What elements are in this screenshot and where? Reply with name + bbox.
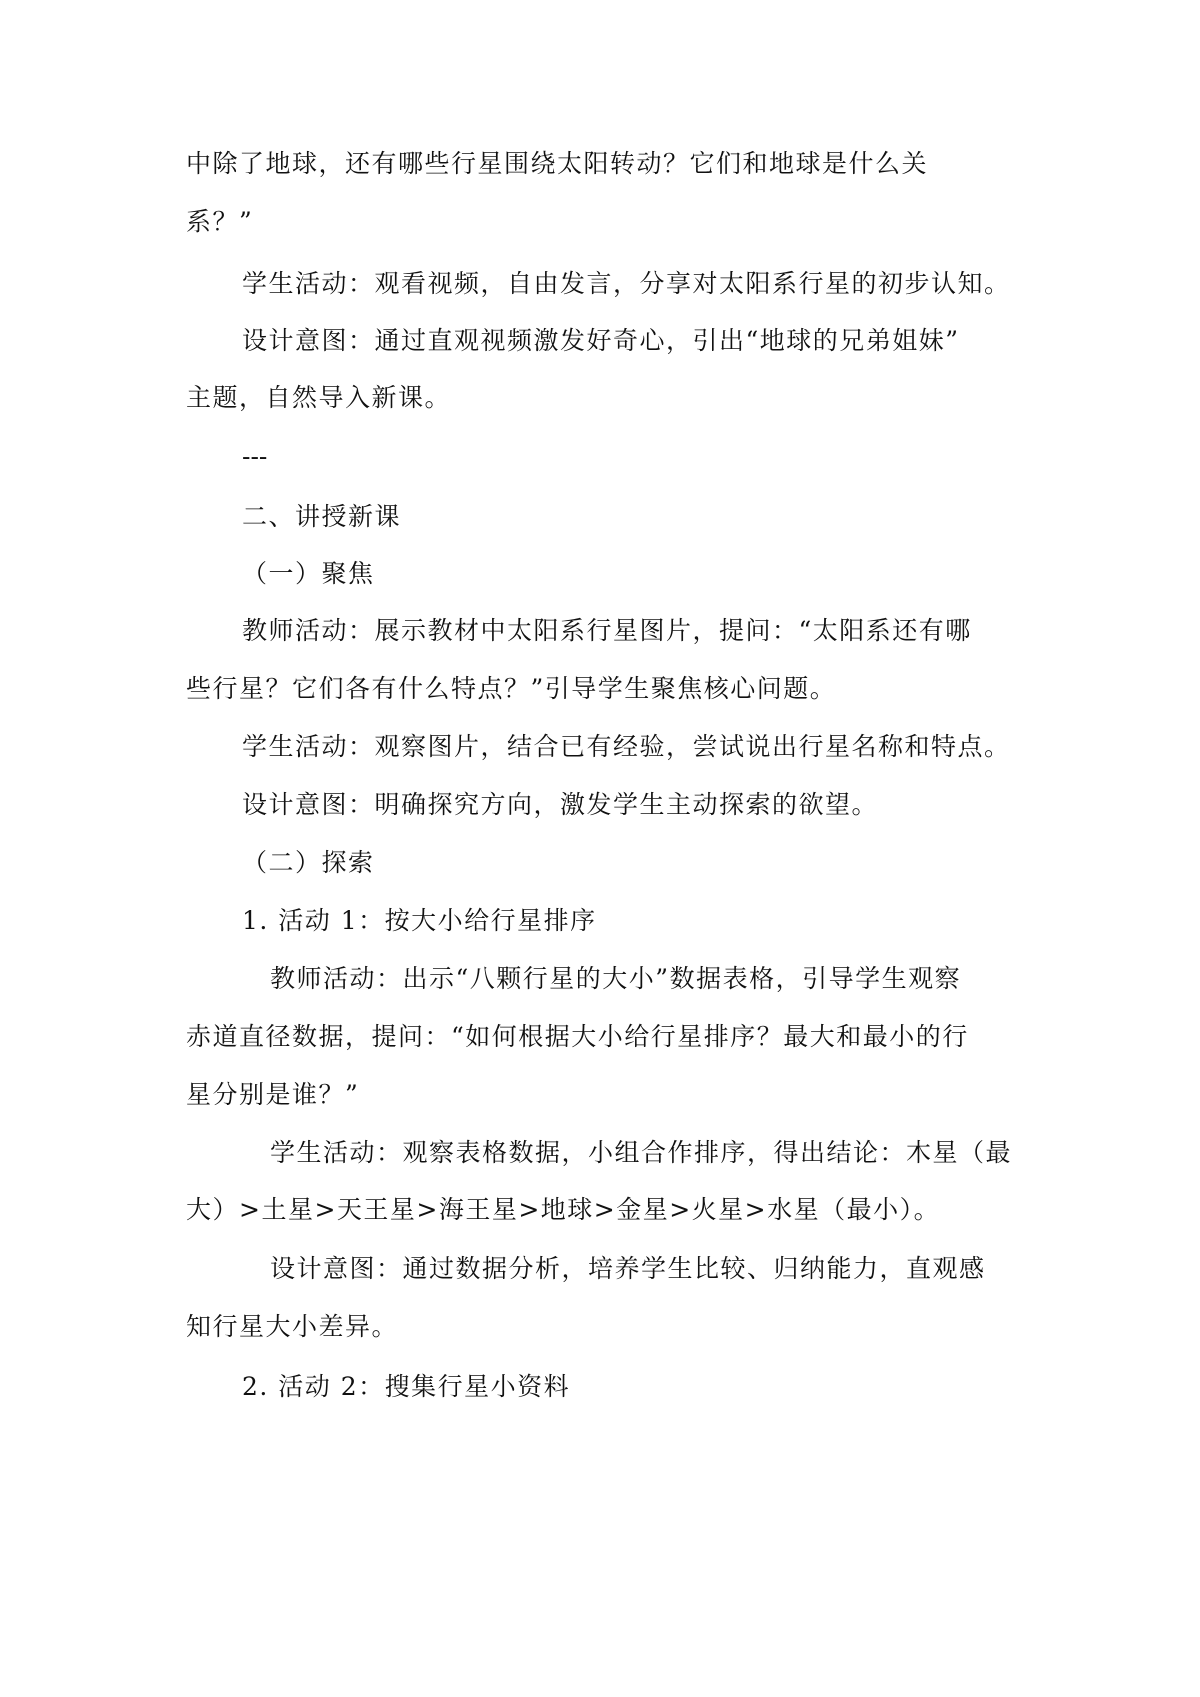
paragraph-line: 大）>土星>天王星>海王星>地球>金星>火星>水星（最小）。: [186, 1195, 941, 1224]
paragraph-line: 学生活动：观察图片，结合已有经验，尝试说出行星名称和特点。: [242, 732, 1011, 761]
paragraph-line: 学生活动：观察表格数据，小组合作排序，得出结论：木星（最: [270, 1138, 1013, 1167]
paragraph-line: 知行星大小差异。: [186, 1312, 399, 1341]
paragraph-line: 设计意图：明确探究方向，激发学生主动探索的欲望。: [242, 790, 879, 819]
section-heading: 二、讲授新课: [242, 502, 402, 531]
paragraph-line: 主题，自然导入新课。: [186, 383, 452, 412]
paragraph-line: 系？”: [186, 207, 254, 236]
paragraph-line: 些行星？它们各有什么特点？”引导学生聚焦核心问题。: [186, 674, 837, 703]
paragraph-line: 教师活动：出示“八颗行星的大小”数据表格，引导学生观察: [270, 964, 962, 993]
paragraph-line: 教师活动：展示教材中太阳系行星图片，提问：“太阳系还有哪: [242, 616, 972, 645]
paragraph-line: 设计意图：通过直观视频激发好奇心，引出“地球的兄弟姐妹”: [242, 326, 960, 355]
activity-heading: 2. 活动 2：搜集行星小资料: [242, 1372, 571, 1401]
activity-heading: 1. 活动 1：按大小给行星排序: [242, 906, 597, 935]
paragraph-line: 中除了地球，还有哪些行星围绕太阳转动？它们和地球是什么关: [186, 149, 929, 178]
paragraph-line: 星分别是谁？”: [186, 1080, 360, 1109]
subsection-heading: （二）探索: [242, 848, 375, 877]
paragraph-line: 赤道直径数据，提问：“如何根据大小给行星排序？最大和最小的行: [186, 1022, 969, 1051]
subsection-heading: （一）聚焦: [242, 559, 375, 588]
paragraph-line: 学生活动：观看视频，自由发言，分享对太阳系行星的初步认知。: [242, 269, 1011, 298]
separator-line: ---: [242, 442, 268, 471]
paragraph-line: 设计意图：通过数据分析，培养学生比较、归纳能力，直观感: [270, 1254, 986, 1283]
